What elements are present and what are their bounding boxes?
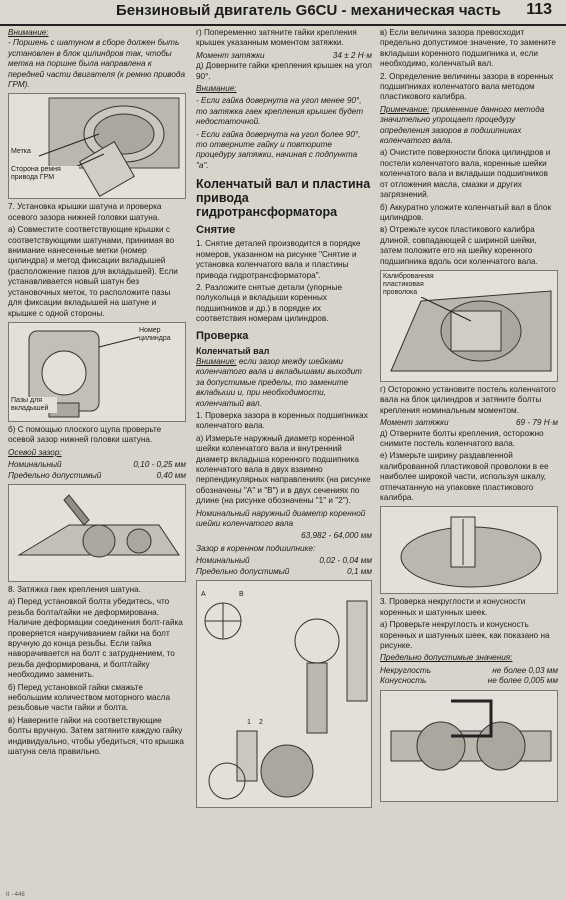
- bearing-slots-label: Пазы для вкладышей: [11, 397, 57, 413]
- axial-nominal-value: 0,10 - 0,25 мм: [133, 460, 186, 470]
- step-g: г) Попеременно затяните гайки крепления крышек указанным моментом затяжки.: [196, 28, 357, 48]
- step-2: 2. Определение величины зазора в коренных подшипниках коленчатого вала методом пластикового калибра.: [380, 71, 554, 102]
- column-middle: [196, 28, 372, 811]
- step-2a: а) Очистите поверхности блока цилиндров и постели коленчатого вала, коренные шейки коленчатого вала и вкладыши подшипников от отложения масла, смазки и других загрязнений.: [380, 148, 551, 200]
- axial-limit-row: [8, 471, 186, 481]
- step-2e: е) Измерьте ширину раздавленной калиброванной пластиковой проволоки в ее наиболее широкой части, используя шкалу, отпечатанную на упаковке пластикового калибра.: [380, 451, 549, 502]
- direction-b-label: B: [239, 591, 244, 599]
- ovality-row: [380, 666, 558, 676]
- micrometer-illustration: [197, 581, 371, 807]
- torque-value: 34 ± 2 Н·м: [332, 50, 372, 60]
- step-8: 8. Затяжка гаек крепления шатуна.: [8, 584, 141, 594]
- gap-limit-row: [196, 567, 372, 577]
- gap-limit-value: 0,1 мм: [347, 566, 372, 576]
- taper-label: Конусность: [380, 676, 427, 686]
- check-note-label: Внимание:: [196, 356, 237, 366]
- step-3a: а) Проверьте некруглость и конусность коренных и шатунных шеек, как показано на рисунке.: [380, 620, 550, 651]
- note-text: - Поршень с шатуном в сборе должен быть установлен в блок цилиндров так, чтобы метка на поршне была направлена к передней части двигателя (к ремню привода ГРМ).: [8, 38, 186, 90]
- step-7: 7. Установка крышки шатуна и проверка осевого зазора нижней головки шатуна.: [8, 202, 162, 222]
- column-left: [8, 28, 186, 759]
- axial-limit-value: 0,40 мм: [156, 470, 186, 480]
- section-1-label: 1: [247, 719, 251, 727]
- check-step-1a: а) Измерьте наружный диаметр коренной шейки коленчатого вала и внутренний диаметр вкладыша коренного подшипника коленчатого вала в двух взаимно перпендикулярных направлениях (на рисунке обозначены "A" и "B") и в двух сечениях по длине (на рисунке обозначены "1" и "2").: [196, 433, 371, 506]
- limits-label: Предельно допустимые значения:: [380, 653, 513, 663]
- crankshaft-subtitle: Коленчатый вал: [196, 345, 270, 356]
- removal-title: Снятие: [196, 224, 236, 237]
- check-note-text: если зазор между шейками коленчатого вала и вкладышами выходит за допустимые пределы, то замените вкладыши и, при необходимости, коленчатый вал.: [196, 356, 362, 408]
- torque2-label: Момент затяжки: [380, 418, 449, 428]
- mark-label: Метка: [11, 148, 31, 156]
- conrod-cap-figure: [8, 322, 186, 422]
- axial-gap-label: Осевой зазор:: [8, 447, 62, 457]
- note2-label: Внимание:: [196, 84, 237, 94]
- ovality-value: не более 0,03 мм: [492, 665, 558, 675]
- axial-nominal-label: Номинальный: [8, 460, 62, 470]
- gap-limit-label: Предельно допустимый: [196, 566, 290, 576]
- page-number: 113: [526, 1, 552, 18]
- step-2v: в) Отрежьте кусок пластикового калибра длиной, совпадающей с шириной шейки, затем положите его на шейку коренного подшипника вдоль оси коленчатого вала.: [380, 225, 538, 266]
- gap-nominal-label: Номинальный: [196, 556, 250, 566]
- taper-row: [380, 676, 558, 686]
- step-2b: б) Аккуратно уложите коленчатый вал в блок цилиндров.: [380, 202, 552, 222]
- step-7a: а) Совместите соответствующие крышки с соответствующими шатунами, принимая во внимание нанесенные метки (номер цилиндра) и метод фиксации вкладышей (расположение пазов для вкладышей). Если устанавливается новый шатун без установочных меток, то расположите пазы для фиксации вкладышей на шатуне и крышке с одной стороны.: [8, 225, 178, 318]
- removal-step-1: 1. Снятие деталей производится в порядке номеров, указанном на рисунке "Снятие и установка коленчатого вала и пластины привода гидротрансформатора".: [196, 239, 361, 280]
- section-title: Коленчатый вал и пластина привода гидротрансформатора: [196, 177, 371, 220]
- check-step-1: 1. Проверка зазора в коренных подшипниках коленчатого вала.: [196, 410, 368, 431]
- page-header: [0, 0, 566, 26]
- gap-nominal-value: 0,02 - 0,04 мм: [319, 556, 372, 566]
- step-8a: а) Перед установкой болта убедитесь, что резьба болта/гайки не деформирована. Наличие деформации соединения болт-гайка проверяется накручиванием гайки на болт вручную до конца резьбы. Если гайка наворачивается на болт с затруднением, то резьба деформирована, и болт/гайку необходимо заменить.: [8, 597, 183, 680]
- journal-check-figure: [380, 690, 558, 802]
- step-8v: в) Наверните гайки на соответствующие болты вручную. Затем затяните каждую гайку индивидуально, чтобы убедиться, что крышка шатуна села правильно.: [8, 715, 184, 757]
- width-measure-figure: [380, 506, 558, 594]
- page-title: Бензиновый двигатель G6CU - механическая часть: [116, 2, 501, 19]
- taper-value: не более 0,005 мм: [487, 676, 558, 686]
- plastigauge-figure: [380, 270, 558, 382]
- piston-illustration: [9, 94, 185, 198]
- removal-step-2: 2. Разложите снятые детали (упорные полукольца и вкладыши коренных подшипников и др.) в порядке их соответствия номерам цилиндров.: [196, 282, 343, 324]
- step-3: 3. Проверка некруглости и конусности коренных и шатунных шеек.: [380, 597, 526, 617]
- step-d: д) Доверните гайки крепления крышек на угол 90°.: [196, 61, 372, 81]
- step-2d: д) Отверните болты крепления, осторожно снимите постель коленчатого вала.: [380, 428, 544, 448]
- axial-nominal-row: [8, 460, 186, 470]
- piston-mark-figure: [8, 93, 186, 199]
- width-measure-illustration: [381, 507, 557, 593]
- measurement-figure: [196, 580, 372, 808]
- plastic-wire-label: Калиброванная пластиковая проволока: [383, 273, 447, 297]
- primechanie-text: применение данного метода значительно упрощает процедуру определения зазоров в подшипниках коленчатого вала.: [380, 104, 545, 146]
- torque2-value: 69 - 79 Н·м: [515, 418, 558, 428]
- torque-label: Момент затяжки: [196, 50, 265, 60]
- crankshaft-micrometer-illustration: [381, 691, 557, 801]
- feeler-gauge-illustration: [9, 485, 185, 581]
- section-2-label: 2: [259, 719, 263, 727]
- note2-line2: - Если гайка довернута на угол более 90°, то отверните гайку и повторите процедуру затяжки, начиная с подпункта "а".: [196, 129, 361, 170]
- check-title: Проверка: [196, 329, 249, 342]
- torque2-row: [380, 418, 558, 428]
- note-label: Внимание:: [8, 28, 49, 37]
- step-v: в) Если величина зазора превосходит предельно допустимое значение, то замените вкладыши коренного подшипника и, если необходимо, коленчатый вал.: [380, 28, 556, 69]
- diameter-value: 63,982 - 64,000 мм: [301, 531, 372, 541]
- column-right: [380, 28, 558, 805]
- timing-side-label: Сторона ремня привода ГРМ: [11, 166, 79, 182]
- primechanie-label: Примечание:: [380, 104, 430, 114]
- step-8b: б) Перед установкой гайки смажьте небольшим количеством моторного масла резьбовые части гайки и болта.: [8, 682, 170, 713]
- ovality-label: Некруглость: [380, 665, 432, 675]
- step-7b: б) С помощью плоского щупа проверьте осевой зазор нижней головки шатуна.: [8, 424, 162, 445]
- step-2g: г) Осторожно установите постель коленчатого вала на блок цилиндров и затяните болты крепления номинальным моментом.: [380, 384, 556, 415]
- feeler-gauge-figure: [8, 484, 186, 582]
- axial-limit-label: Предельно допустимый: [8, 470, 102, 480]
- bearing-gap-label: Зазор в коренном подшипнике:: [196, 543, 316, 553]
- gap-nominal-row: [196, 556, 372, 566]
- direction-a-label: A: [201, 591, 206, 599]
- cylinder-number-label: Номер цилиндра: [139, 327, 183, 343]
- diameter-label: Номинальный наружный диаметр коренной шейки коленчатого вала: [196, 508, 366, 529]
- footer-code: II - 446: [6, 892, 25, 898]
- note2-line1: - Если гайка довернута на угол менее 90°, то затяжка гаек крепления крышек будет недостаточной.: [196, 96, 364, 127]
- torque-row: [196, 51, 372, 61]
